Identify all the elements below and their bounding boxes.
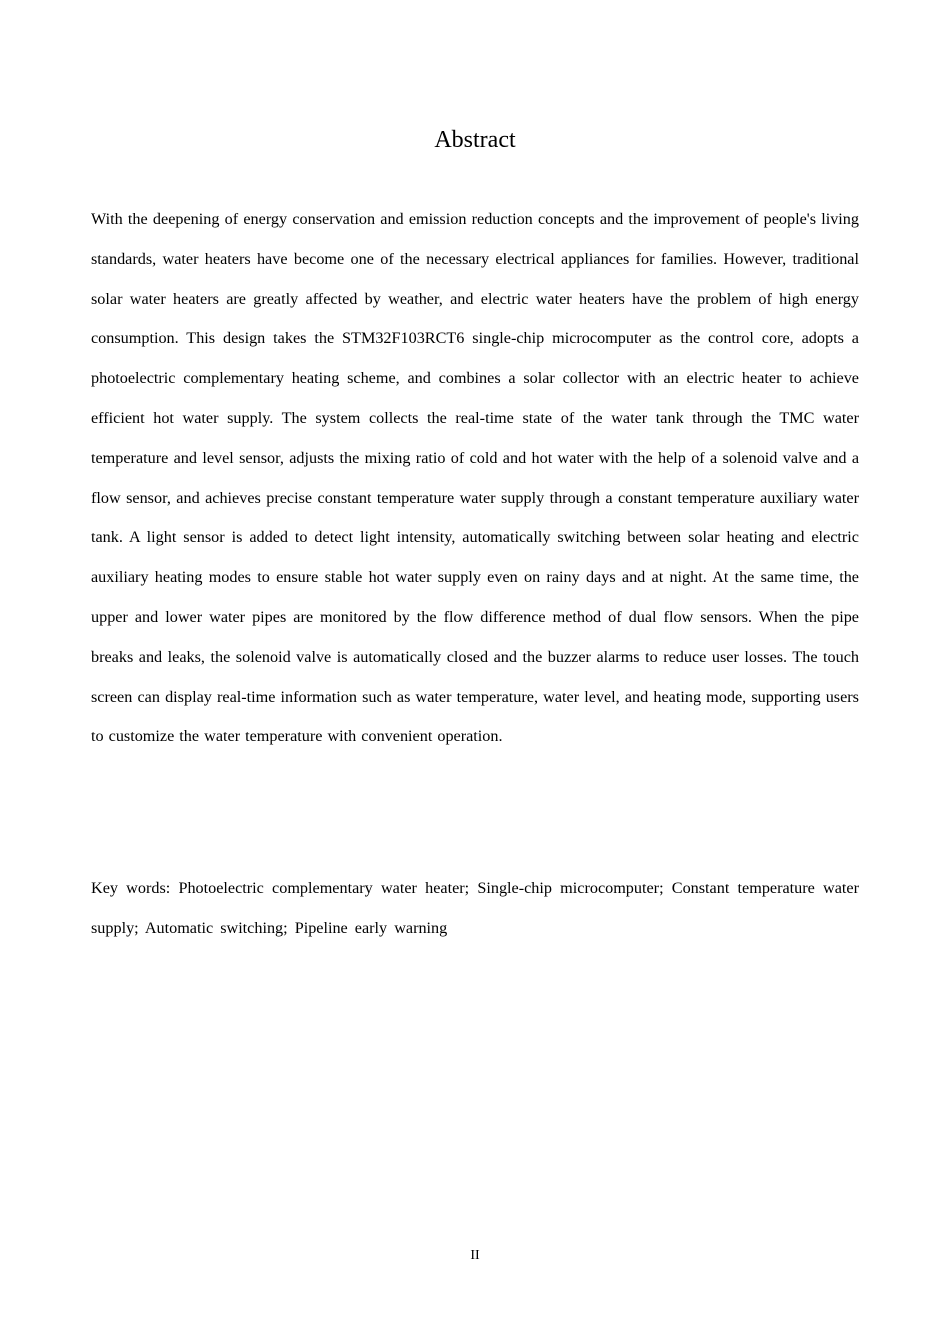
keywords-paragraph: Key words: Photoelectric complementary water heater; Single-chip microcomputer; Constant temperature water supply; Automatic switching; Pipeline early warning (91, 879, 859, 937)
page-number: II (470, 1248, 480, 1263)
page-title: Abstract (434, 127, 516, 153)
abstract-paragraph: With the deepening of energy conservation and emission reduction concepts and the improvement of people's living standards, water heaters have become one of the necessary electrical appliances for families. However, traditional solar water heaters are greatly affected by weather, and electric water heaters have the problem of high energy consumption. This design takes the STM32F103RCT6 single-chip microcomputer as the control core, adopts a photoelectric complementary heating scheme, and combines a solar collector with an electric heater to achieve efficient hot water supply. The system collects the real-time state of the water tank through the TMC water temperature and level sensor, adjusts the mixing ratio of cold and hot water with the help of a solenoid valve and a flow sensor, and achieves precise constant temperature water supply through a constant temperature auxiliary water tank. A light sensor is added to detect light intensity, automatically switching between solar heating and electric auxiliary heating modes to ensure stable hot water supply even on rainy days and at night. At the same time, the upper and lower water pipes are monitored by the flow difference method of dual flow sensors. When the pipe breaks and leaks, the solenoid valve is automatically closed and the buzzer alarms to reduce user losses. The touch screen can display real-time information such as water temperature, water level, and heating mode, supporting users to customize the water temperature with convenient operation. (91, 210, 859, 746)
